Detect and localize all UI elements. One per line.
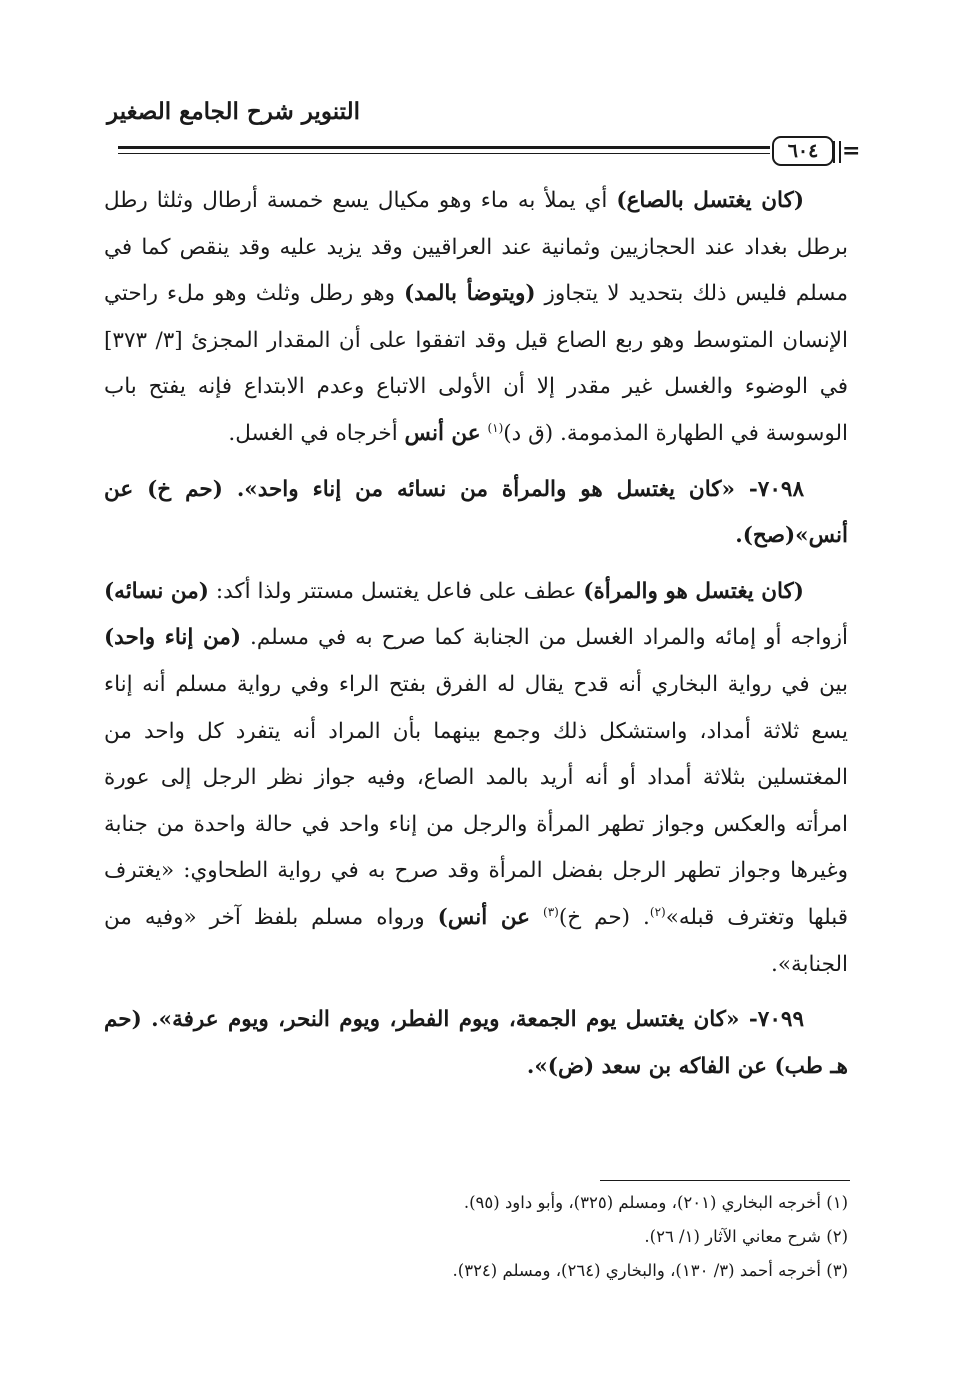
footnote-ref: (٢) — [649, 904, 666, 919]
footnote-ref: (٣) — [543, 904, 559, 919]
footnote-ref: (١) — [487, 420, 504, 435]
paragraph — [104, 467, 848, 560]
header-rule-thick — [118, 146, 770, 149]
header-rule-thin — [118, 153, 770, 154]
paragraph — [104, 569, 848, 988]
text: ورواه مسلم بلفظ آخر «وفيه من الجنابة». — [104, 904, 848, 977]
page-number: ٦٠٤ — [772, 136, 834, 166]
bold-text: (ويتوضأ بالمد) — [403, 281, 536, 307]
bold-text: ٧٠٩٩- «كان يغتسل يوم الجمعة، ويوم الفطر، ويوم النحر، ويوم عرفة». (حم هـ طب) عن الفاكه بن سعد (ض)». — [104, 1007, 848, 1079]
footnote-separator — [600, 1180, 850, 1181]
text: وهو رطل وثلث وهو ملء راحتي الإنسان المتوسط وهو ربع الصاع قيل وقد اتفقوا على أن المقدار المجزئ [٣/ ٣٧٣] في الوضوء والغسل غير مقدر إلا أن الأولى الاتباع وعدم الابتداع فإنه يفتح باب الوسوسة في الطهارة المذمومة. (ق د) — [104, 281, 849, 446]
text — [530, 905, 543, 930]
footnote: (٣) أخرجه أحمد (٣/ ١٣٠)، والبخاري (٢٦٤)، ومسلم (٣٢٤). — [452, 1261, 848, 1280]
footnote: (٢) شرح معاني الآثار (١/ ٢٦). — [644, 1227, 848, 1246]
paragraph — [104, 997, 848, 1090]
text: عطف على فاعل يغتسل مستتر ولذا أكد: — [208, 578, 584, 604]
footnote: (١) أخرجه البخاري (٢٠١)، ومسلم (٣٢٥)، وأبو داود (٩٥). — [463, 1193, 848, 1212]
bold-text: ٧٠٩٨- «كان يغتسل هو والمرأة من نسائه من إناء واحد». (حم خ) عن أنس»(صح). — [104, 476, 848, 549]
header-rule-mark: = — [842, 138, 861, 164]
paragraph — [104, 178, 848, 458]
text: أخرجاه في الغسل. — [228, 420, 405, 446]
bold-text: (كان يغتسل هو والمرأة) — [583, 578, 804, 604]
bold-text: (كان يغتسل بالصاع) — [616, 188, 804, 213]
text: . (حم خ) — [558, 904, 650, 930]
text: أزواجه أو إمائه والمراد الغسل من الجنابة كما صرح به في مسلم. — [241, 625, 848, 651]
main-text — [104, 178, 848, 1099]
bold-text: (من نسائه) — [104, 578, 209, 604]
bold-text: (من إناء واحد) — [104, 625, 242, 651]
footnotes — [104, 1186, 848, 1288]
text: أي يملأ به ماء وهو مكيال يسع خمسة أرطال وثلثا رطل برطل بغداد عند الحجازيين وثمانية عند العراقيين وقد يزيد عليه وقد ينقص كما في مسلم فليس ذلك بتحديد لا يتجاوز — [104, 188, 848, 307]
text: بين في رواية البخاري أنه قدح يقال له الفرق بفتح الراء وفي رواية مسلم أنه إناء يسع ثلاثة أمداد، واستشكل ذلك وجمع بينهما بأن المراد أنه يتفرد كل واحد من المغتسلين بثلاثة أمداد أو أنه أريد بالمد الصاع، وفيه جواز نظر الرجل إلى عورة امرأته والعكس وجواز تطهر المرأة والرجل من إناء واحد في حالة واحدة من جنابة وغيرها وجواز تطهر الرجل بفضل المرأة وقد صرح به في رواية الطحاوي: «يغترف قبلها وتغترف قبله» — [104, 671, 848, 930]
bold-text: عن أنس) — [437, 904, 531, 930]
bold-text: عن أنس — [404, 420, 481, 446]
running-title: التنوير شرح الجامع الصغير — [107, 98, 360, 125]
